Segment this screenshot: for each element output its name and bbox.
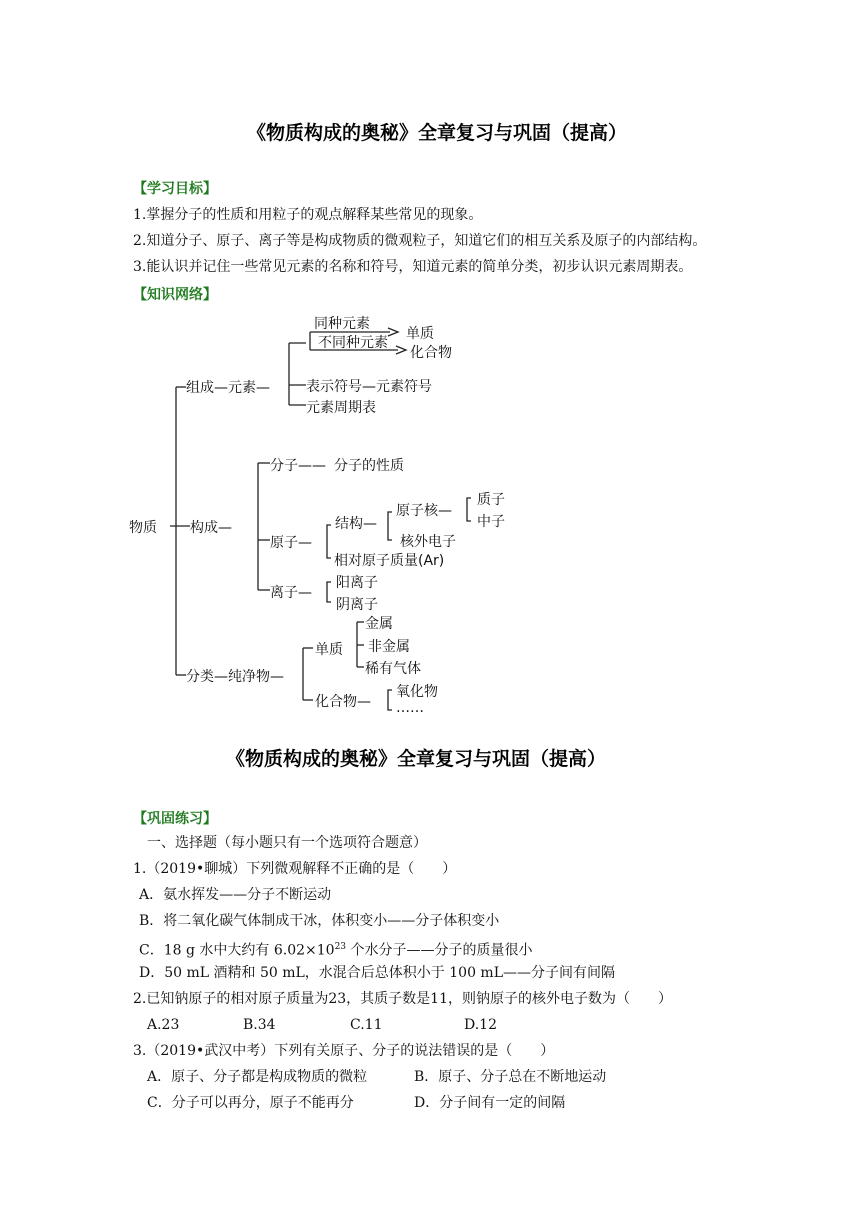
diagram-cation: 阳离子 — [336, 575, 378, 591]
diagram-proton: 质子 — [477, 492, 505, 508]
q3-option-b: B．原子、分子总在不断地运动 — [414, 1069, 607, 1085]
diagram-classification: 分类—纯净物— — [186, 669, 284, 685]
diagram-compound-2: 化合物— — [315, 694, 371, 710]
diagram-nonmetal: 非金属 — [368, 639, 410, 655]
diagram-composition: 组成—元素— — [186, 380, 270, 396]
q2-option-b: B.34 — [243, 1017, 276, 1033]
q3-option-d: D．分子间有一定的间隔 — [414, 1095, 566, 1111]
diagram-relative-mass: 相对原子质量(Ar) — [334, 553, 445, 569]
goal-1: 1.掌握分子的性质和用粒子的观点解释某些常见的现象。 — [133, 207, 483, 223]
diagram-different-element: 不同种元素 — [318, 335, 388, 351]
network-heading: 【知识网络】 — [133, 287, 217, 303]
diagram-noble-gas: 稀有气体 — [365, 661, 421, 677]
diagram-root: 物质 — [129, 520, 157, 536]
diagram-symbol: 表示符号—元素符号 — [306, 379, 432, 395]
diagram-compound: 化合物 — [410, 345, 452, 361]
goal-3: 3.能认识并记住一些常见元素的名称和符号，知道元素的简单分类，初步认识元素周期表。 — [133, 259, 693, 275]
diagram-electron: 核外电子 — [400, 534, 456, 550]
q2-option-d: D.12 — [464, 1017, 497, 1033]
diagram-same-element: 同种元素 — [314, 316, 370, 332]
q2-option-a: A.23 — [147, 1017, 180, 1033]
diagram-neutron: 中子 — [477, 514, 505, 530]
diagram-constitution: 构成— — [190, 520, 232, 536]
diagram-simple-substance: 单质 — [406, 326, 434, 342]
diagram-ion: 离子— — [270, 585, 312, 601]
q2-option-c: C.11 — [350, 1017, 383, 1033]
q1-option-d: D．50 mL 酒精和 50 mL，水混合后总体积小于 100 mL——分子间有间隔 — [139, 965, 615, 981]
page-title: 《物质构成的奥秘》全章复习与巩固（提高） — [247, 122, 628, 144]
section-intro: 一、选择题（每小题只有一个选项符合题意） — [147, 835, 427, 851]
q2-stem: 2.已知钠原子的相对原子质量为23，其质子数是11，则钠原子的核外电子数为（ ） — [133, 991, 672, 1007]
diagram-anion: 阴离子 — [336, 597, 378, 613]
page-title-2: 《物质构成的奥秘》全章复习与巩固（提高） — [226, 748, 607, 770]
goal-2: 2.知道分子、原子、离子等是构成物质的微观粒子，知道它们的相互关系及原子的内部结构。 — [133, 233, 707, 249]
diagram-simple-substance-2: 单质 — [315, 642, 343, 658]
diagram-nucleus: 原子核— — [396, 503, 452, 519]
diagram-metal: 金属 — [365, 616, 393, 632]
diagram-molecule-property: 分子的性质 — [334, 458, 404, 474]
goals-heading: 【学习目标】 — [133, 181, 217, 197]
q1-option-c: C．18 g 水中大约有 $6.02\times 10^{23}$ 个水分子——分子的质量很小 — [139, 942, 533, 959]
diagram-oxide: 氧化物 — [396, 684, 438, 700]
q1-option-b: B．将二氧化碳气体制成干冰，体积变小——分子体积变小 — [139, 913, 500, 929]
practice-heading: 【巩固练习】 — [133, 811, 217, 827]
q3-option-a: A．原子、分子都是构成物质的微粒 — [147, 1069, 368, 1085]
q1-option-a: A．氨水挥发——分子不断运动 — [139, 887, 332, 903]
q3-stem: 3.（2019•武汉中考）下列有关原子、分子的说法错误的是（ ） — [133, 1043, 555, 1059]
diagram-structure: 结构— — [335, 516, 377, 532]
diagram-periodic-table: 元素周期表 — [306, 400, 376, 416]
q3-option-c: C．分子可以再分，原子不能再分 — [147, 1095, 354, 1111]
q1-stem: 1.（2019•聊城）下列微观解释不正确的是（ ） — [133, 861, 457, 877]
diagram-atom: 原子— — [270, 535, 312, 551]
diagram-ellipsis: …… — [396, 700, 424, 716]
diagram-molecule: 分子—— — [270, 458, 326, 474]
